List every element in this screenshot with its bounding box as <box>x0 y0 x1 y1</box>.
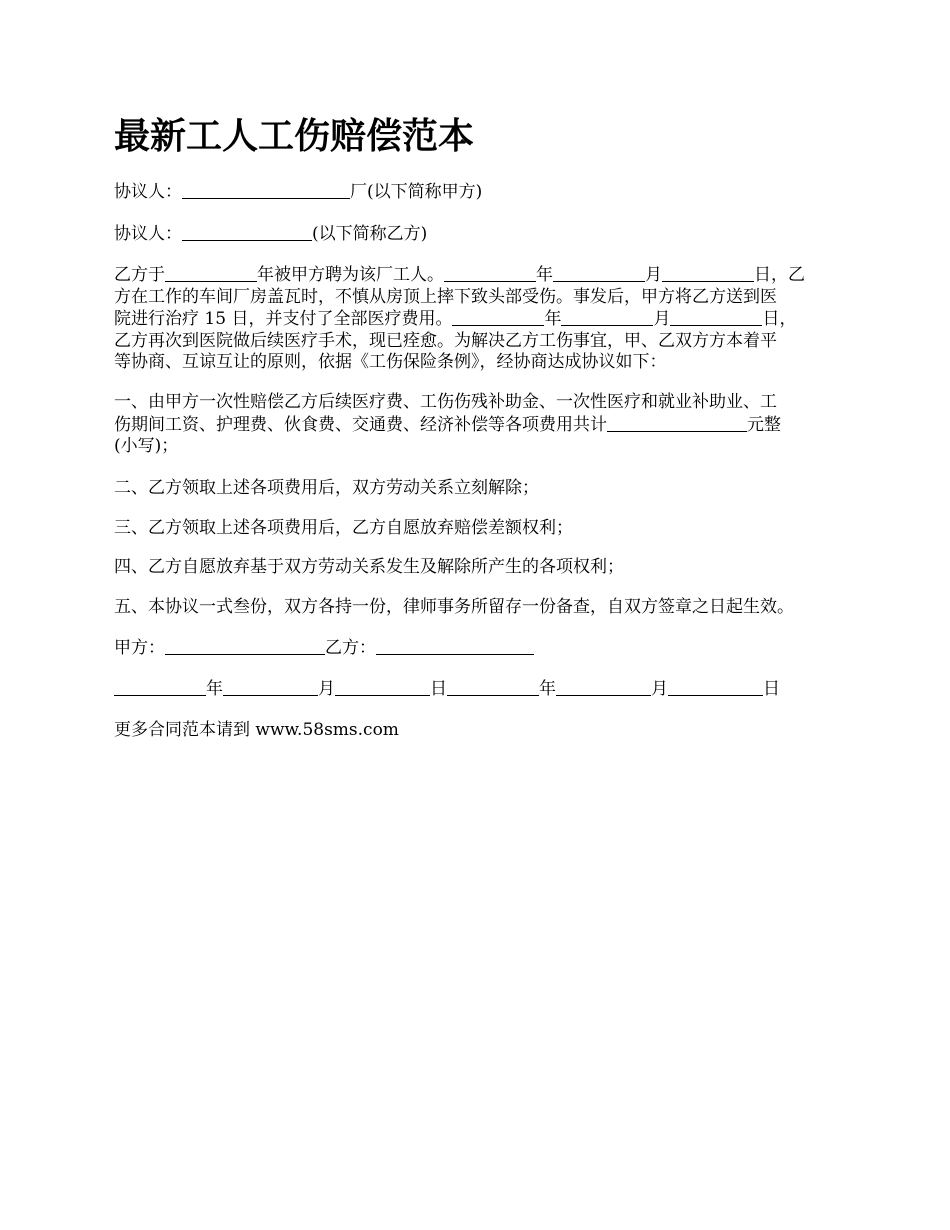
date-line <box>114 678 854 701</box>
party-a-year-blank[interactable] <box>114 678 206 696</box>
month-label: 月 <box>318 679 335 699</box>
background-paragraph <box>114 264 854 374</box>
background-line <box>114 264 854 287</box>
text-span: 日， <box>762 309 797 329</box>
injury-day-blank[interactable] <box>662 264 754 282</box>
month-label: 月 <box>651 679 668 699</box>
background-line: 等协商、互谅互让的原则，依据《工伤保险条例》，经协商达成协议如下： <box>114 352 667 372</box>
surgery-day-blank[interactable] <box>670 308 762 326</box>
party-b-suffix: (以下简称乙方) <box>312 224 428 244</box>
party-a-signature-blank[interactable] <box>165 637 325 655</box>
clause-5: 五、本协议一式叁份，双方各持一份，律师事务所留存一份备查，自双方签章之日起生效。 <box>114 597 794 617</box>
party-b-name-blank[interactable] <box>182 223 312 241</box>
clause-1-line <box>114 414 854 437</box>
text-span: 月 <box>653 309 671 329</box>
background-line: 乙方再次到医院做后续医疗手术，现已痊愈。为解决乙方工伤事宜，甲、乙双方方本着平 <box>114 330 777 351</box>
injury-month-blank[interactable] <box>553 264 645 282</box>
background-line <box>114 308 854 331</box>
party-a-month-blank[interactable] <box>223 678 318 696</box>
surgery-year-blank[interactable] <box>452 308 544 326</box>
party-b-label: 协议人： <box>114 224 182 244</box>
year-label: 年 <box>539 679 556 699</box>
text-span: 乙方于 <box>114 265 165 285</box>
text-span: 伤期间工资、护理费、伙食费、交通费、经济补偿等各项费用共计 <box>114 414 607 435</box>
party-a-day-blank[interactable] <box>335 678 430 696</box>
text-span: 年被甲方聘为该厂工人。 <box>257 265 444 285</box>
party-a-signature-label: 甲方： <box>114 638 165 658</box>
party-a-label: 协议人： <box>114 182 182 202</box>
text-span: 月 <box>645 265 662 285</box>
total-amount-blank[interactable] <box>607 414 747 432</box>
text-span: 年 <box>544 309 562 329</box>
clause-1 <box>114 392 854 458</box>
document-title: 最新工人工伤赔偿范本 <box>114 115 475 157</box>
party-b-signature-blank[interactable] <box>376 637 534 655</box>
clause-2: 二、乙方领取上述各项费用后，双方劳动关系立刻解除； <box>114 478 539 498</box>
clause-3: 三、乙方领取上述各项费用后，乙方自愿放弃赔偿差额权利； <box>114 518 573 538</box>
text-span: 元整 <box>747 414 781 435</box>
text-span: 日，乙 <box>754 265 805 285</box>
text-span: 院进行治疗 15 日，并支付了全部医疗费用。 <box>114 309 453 329</box>
background-line: 方在工作的车间厂房盖瓦时，不慎从房顶上摔下致头部受伤。事发后，甲方将乙方送到医 <box>114 286 777 307</box>
clause-4: 四、乙方自愿放弃基于双方劳动关系发生及解除所产生的各项权利； <box>114 557 624 577</box>
year-label: 年 <box>206 679 223 699</box>
party-b-line <box>114 223 854 246</box>
party-b-day-blank[interactable] <box>668 678 763 696</box>
party-a-suffix: 厂(以下简称甲方) <box>350 182 483 202</box>
party-a-name-blank[interactable] <box>182 181 350 199</box>
injury-year-blank[interactable] <box>444 264 536 282</box>
signature-line <box>114 637 854 660</box>
day-label: 日 <box>430 679 447 699</box>
clause-1-line: 一、由甲方一次性赔偿乙方后续医疗费、工伤伤残补助金、一次性医疗和就业补助业、工 <box>114 392 777 412</box>
surgery-month-blank[interactable] <box>561 308 653 326</box>
clause-1-line: (小写)； <box>114 436 179 456</box>
party-a-line <box>114 181 854 204</box>
party-b-month-blank[interactable] <box>556 678 651 696</box>
party-b-year-blank[interactable] <box>447 678 539 696</box>
text-span: 年 <box>536 265 553 285</box>
day-label: 日 <box>763 679 780 699</box>
hire-year-blank[interactable] <box>165 264 257 282</box>
party-b-signature-label: 乙方： <box>325 638 376 658</box>
footer-link[interactable]: 更多合同范本请到 www.58sms.com <box>114 720 399 740</box>
